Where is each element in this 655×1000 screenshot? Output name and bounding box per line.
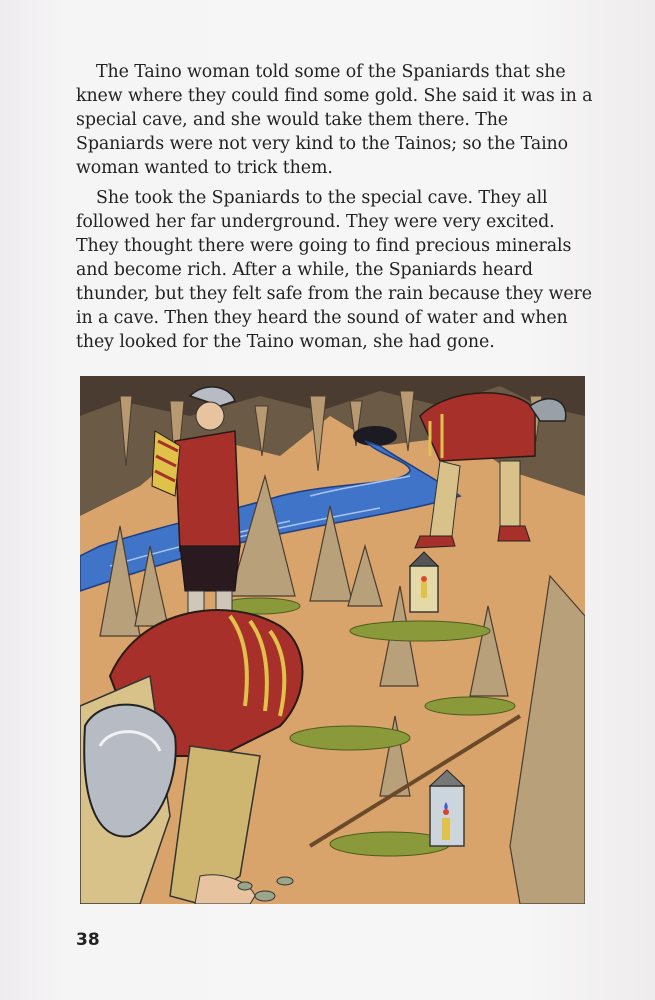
cave-illustration	[80, 376, 585, 904]
page-number: 38	[76, 930, 100, 950]
paragraph-1: The Taino woman told some of the Spaniards that she knew where they could find some gold. She said it was in a special cave, and she would take them there. The Spaniards were not very kind to the Tainos; so the Taino woman wanted to trick them.	[76, 62, 593, 178]
story-text	[76, 60, 596, 360]
paragraph-2: She took the Spaniards to the special cave. They all followed her far underground. They were very excited. They thought there were going to find precious minerals and become rich. After a while, the Spaniards heard thunder, but they felt safe from the rain because they were in a cave. Then they heard the sound of water and when they looked for the Taino woman, she had gone.	[76, 188, 592, 352]
lantern-lower	[430, 770, 464, 846]
cave-tunnel	[353, 426, 397, 446]
